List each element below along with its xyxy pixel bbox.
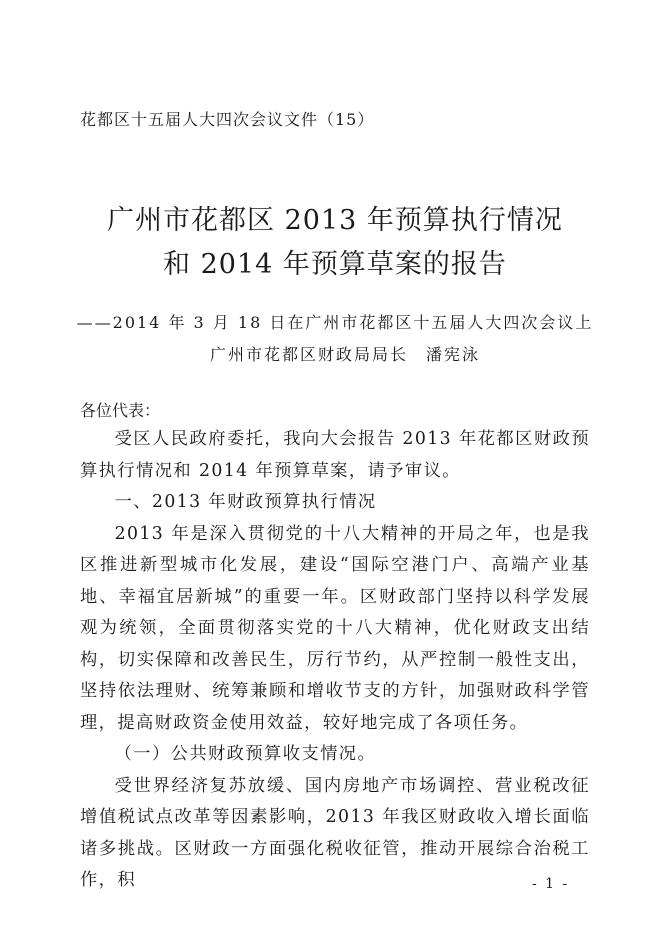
page-number: - 1 - xyxy=(532,876,570,892)
report-title-line-1: 广州市花都区 2013 年预算执行情况 xyxy=(107,205,563,236)
section-heading-1-1: （一）公共财政预算收支情况。 xyxy=(114,744,377,764)
salutation: 各位代表： xyxy=(80,401,161,420)
section-heading-1: 一、2013 年财政预算执行情况 xyxy=(114,492,377,512)
paragraph-overview: 2013 年是深入贯彻党的十八大精神的开局之年，也是我区推进新型城市化发展，建设“国际空港门户、高端产业基地、幸福宜居新城”的重要一年。区财政部门坚持以科学发展观为统领，全面贯彻落实党的十八大精神，优化财政支出结构，切实保障和改善民生，厉行节约，从严控制一般性支出，坚持依法理财、统筹兼顾和增收节支的方针，加强财政科学管理，提高财政资金使用效益，较好地完成了各项任务。 xyxy=(80,523,590,733)
paragraph-revenue: 受世界经济复苏放缓、国内房地产市场调控、营业税改征增值税试点改革等因素影响，2013 年我区财政收入增长面临诸多挑战。区财政一方面强化税收征管，推动开展综合治税工作，积 xyxy=(80,775,590,890)
report-body xyxy=(80,424,590,897)
subtitle-speaker-line: 广州市花都区财政局局长 潘宪泳 xyxy=(209,345,480,364)
report-title-line-2: 和 2014 年预算草案的报告 xyxy=(163,249,507,280)
subtitle-meeting-line: ——2014 年 3 月 18 日在广州市花都区十五届人大四次会议上 xyxy=(76,313,594,332)
paragraph-intro: 受区人民政府委托，我向大会报告 2013 年花都区财政预算执行情况和 2014 年预算草案，请予审议。 xyxy=(80,429,590,481)
document-reference: 花都区十五届人大四次会议文件（15） xyxy=(80,110,375,129)
